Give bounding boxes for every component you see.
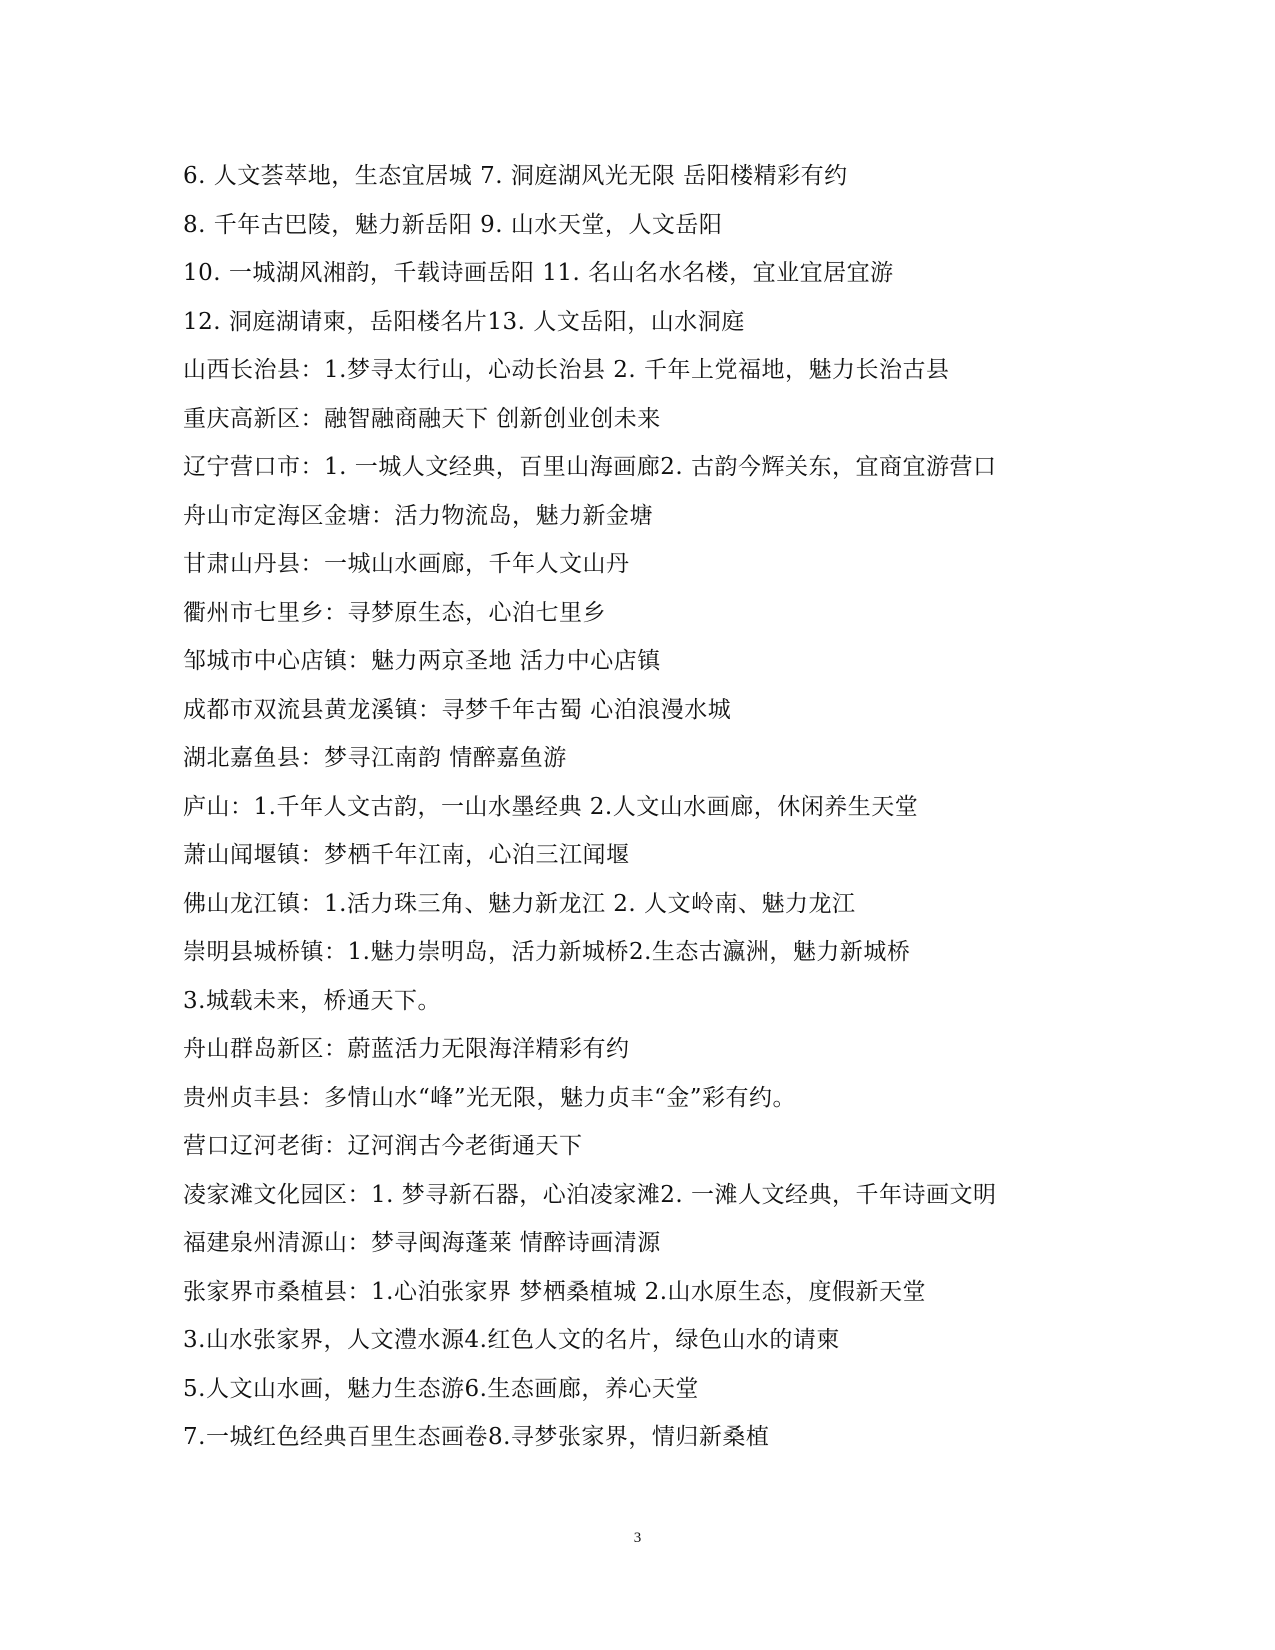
text-line: 辽宁营口市：1. 一城人文经典，百里山海画廊2. 古韵今辉关东，宜商宜游营口 xyxy=(183,454,997,480)
text-line: 重庆高新区：融智融商融天下 创新创业创未来 xyxy=(183,405,661,432)
text-line: 3.城载未来，桥通天下。 xyxy=(183,987,441,1014)
text-line: 舟山市定海区金塘：活力物流岛，魅力新金塘 xyxy=(183,502,653,529)
text-line: 福建泉州清源山：梦寻闽海蓬莱 情醉诗画清源 xyxy=(183,1230,661,1256)
text-line: 营口辽河老街：辽河润古今老街通天下 xyxy=(183,1133,583,1159)
text-line: 7.一城红色经典百里生态画卷8.寻梦张家界，情归新桑植 xyxy=(183,1424,770,1450)
text-line: 6. 人文荟萃地，生态宜居城 7. 洞庭湖风光无限 岳阳楼精彩有约 xyxy=(183,163,848,189)
text-line: 5.人文山水画，魅力生态游6.生态画廊，养心天堂 xyxy=(183,1375,699,1402)
text-line: 湖北嘉鱼县：梦寻江南韵 情醉嘉鱼游 xyxy=(183,745,567,771)
text-line: 贵州贞丰县：多情山水“峰”光无限，魅力贞丰“金”彩有约。 xyxy=(183,1084,797,1111)
text-line: 12. 洞庭湖请柬，岳阳楼名片13. 人文岳阳，山水洞庭 xyxy=(183,308,745,335)
text-line: 山西长治县：1.梦寻太行山，心动长治县 2. 千年上党福地，魅力长治古县 xyxy=(183,357,950,383)
text-line: 衢州市七里乡：寻梦原生态，心泊七里乡 xyxy=(183,599,606,626)
text-line: 邹城市中心店镇：魅力两京圣地 活力中心店镇 xyxy=(183,648,661,674)
text-line: 凌家滩文化园区：1. 梦寻新石器，心泊凌家滩2. 一滩人文经典，千年诗画文明 xyxy=(183,1181,997,1208)
text-line: 佛山龙江镇：1.活力珠三角、魅力新龙江 2. 人文岭南、魅力龙江 xyxy=(183,890,856,917)
text-line: 张家界市桑植县：1.心泊张家界 梦栖桑植城 2.山水原生态，度假新天堂 xyxy=(183,1278,927,1305)
text-line: 萧山闻堰镇：梦栖千年江南，心泊三江闻堰 xyxy=(183,842,630,868)
text-line: 舟山群岛新区：蔚蓝活力无限海洋精彩有约 xyxy=(183,1036,630,1062)
text-line: 崇明县城桥镇：1.魅力崇明岛，活力新城桥2.生态古瀛洲，魅力新城桥 xyxy=(183,939,911,965)
text-line: 成都市双流县黄龙溪镇：寻梦千年古蜀 心泊浪漫水城 xyxy=(183,696,732,723)
text-line: 甘肃山丹县：一城山水画廊，千年人文山丹 xyxy=(183,551,630,577)
slogan-list xyxy=(183,152,1183,1462)
text-line: 庐山：1.千年人文古韵，一山水墨经典 2.人文山水画廊，休闲养生天堂 xyxy=(183,793,919,820)
text-line: 8. 千年古巴陵，魅力新岳阳 9. 山水天堂，人文岳阳 xyxy=(183,211,723,238)
page-number: 3 xyxy=(633,1530,642,1546)
text-line: 10. 一城湖风湘韵，千载诗画岳阳 11. 名山名水名楼，宜业宜居宜游 xyxy=(183,260,894,286)
text-line: 3.山水张家界，人文澧水源4.红色人文的名片，绿色山水的请柬 xyxy=(183,1327,840,1353)
